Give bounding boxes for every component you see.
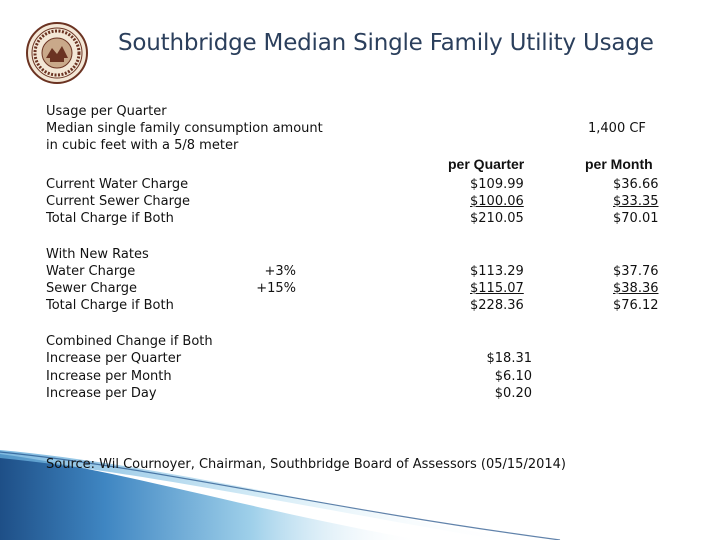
combined-heading: Combined Change if Both [46,334,213,349]
intro-line-2: Median single family consumption amount [46,121,323,136]
consumption-amount: 1,400 CF [588,121,646,136]
current-total-quarter: $210.05 [470,211,524,226]
current-water-quarter: $109.99 [470,177,524,192]
increase-day-value: $0.20 [494,386,532,401]
current-total-label: Total Charge if Both [46,211,174,226]
increase-month-label: Increase per Month [46,369,172,384]
increase-day-label: Increase per Day [46,386,157,401]
new-total-quarter: $228.36 [470,298,524,313]
header-per-quarter: per Quarter [448,156,525,172]
new-sewer-quarter: $115.07 [470,281,524,296]
current-sewer-label: Current Sewer Charge [46,194,190,209]
water-increase-pct: +3% [264,264,296,279]
current-sewer-quarter: $100.06 [470,194,524,209]
new-rates-heading: With New Rates [46,247,149,262]
sewer-increase-pct: +15% [256,281,296,296]
header-per-month: per Month [585,156,653,172]
current-sewer-month: $33.35 [613,194,659,209]
new-water-label: Water Charge [46,264,136,279]
new-total-month: $76.12 [613,298,659,313]
source-note: Source: Wil Cournoyer, Chairman, Southbridge Board of Assessors (05/15/2014) [46,457,566,472]
current-total-month: $70.01 [613,211,659,226]
new-sewer-month: $38.36 [613,281,659,296]
intro-line-3: in cubic feet with a 5/8 meter [46,138,239,153]
current-water-label: Current Water Charge [46,177,189,192]
decorative-swoosh [0,440,720,540]
intro-line-1: Usage per Quarter [46,104,167,119]
increase-quarter-value: $18.31 [486,351,532,366]
new-water-month: $37.76 [613,264,659,279]
current-water-month: $36.66 [613,177,659,192]
new-total-label: Total Charge if Both [46,298,174,313]
town-seal-logo [26,22,88,84]
increase-quarter-label: Increase per Quarter [46,351,182,366]
page-title: Southbridge Median Single Family Utility Usage [118,30,654,56]
increase-month-value: $6.10 [494,369,532,384]
new-water-quarter: $113.29 [470,264,524,279]
new-sewer-label: Sewer Charge [46,281,138,296]
